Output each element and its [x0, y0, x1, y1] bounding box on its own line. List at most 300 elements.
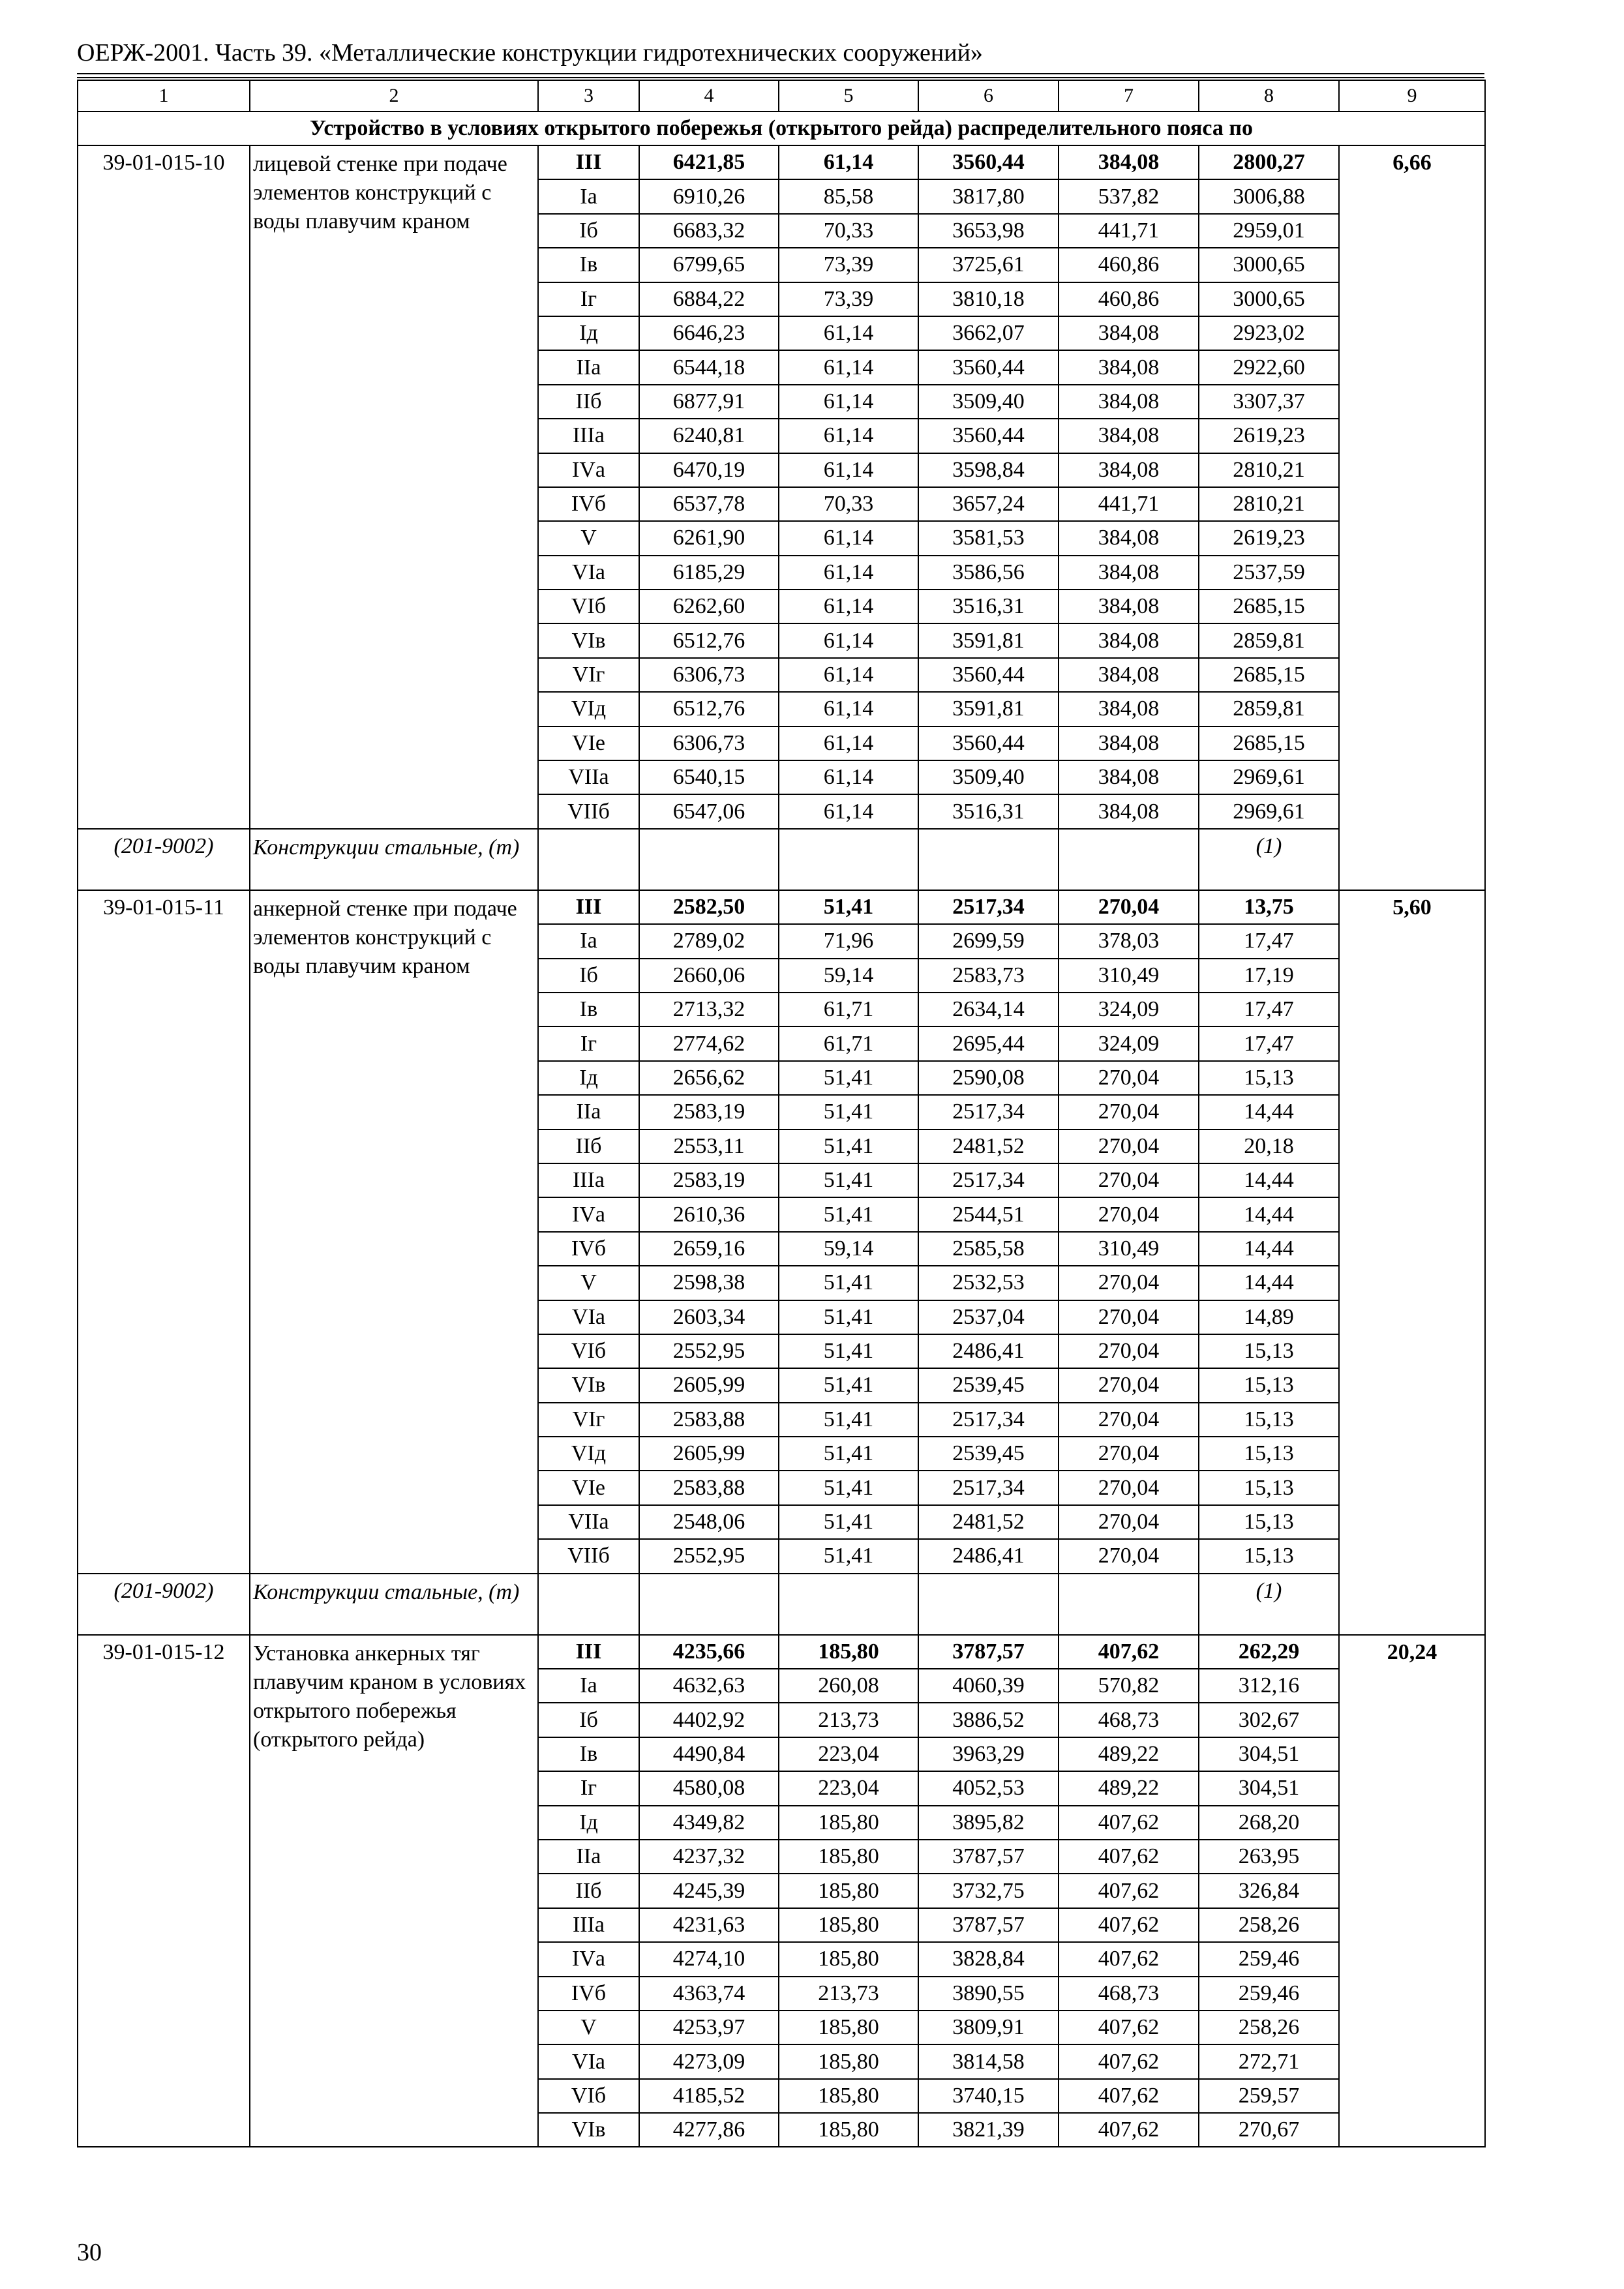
table-cell: 384,08: [1059, 658, 1199, 692]
table-cell: 73,39: [779, 282, 918, 316]
table-cell: 3591,81: [918, 623, 1059, 657]
table-cell: 17,47: [1199, 993, 1339, 1026]
table-cell: 61,14: [779, 794, 918, 828]
table-cell: 2517,34: [918, 1095, 1059, 1129]
table-cell: 260,08: [779, 1669, 918, 1703]
table-cell: 2583,88: [639, 1471, 779, 1504]
empty-cell: [538, 829, 639, 890]
material-name-cell: [250, 829, 538, 890]
column-number: 8: [1199, 80, 1339, 112]
table-cell: 3560,44: [918, 419, 1059, 453]
empty-cell: [639, 829, 779, 890]
table-cell: IVа: [538, 1942, 639, 1976]
table-cell: 4245,39: [639, 1874, 779, 1908]
table-cell: 270,04: [1059, 1539, 1199, 1573]
table-cell: 61,14: [779, 760, 918, 794]
empty-cell: [779, 829, 918, 890]
table-cell: 570,82: [1059, 1669, 1199, 1703]
table-cell: V: [538, 2011, 639, 2044]
table-cell: Iд: [538, 1061, 639, 1095]
table-cell: 3509,40: [918, 760, 1059, 794]
table-cell: 51,41: [779, 1539, 918, 1573]
table-cell: VIб: [538, 2079, 639, 2113]
table-cell: 2619,23: [1199, 521, 1339, 555]
table-cell: 263,95: [1199, 1840, 1339, 1874]
table-cell: 185,80: [779, 1908, 918, 1942]
material-name: Конструкции стальные, (т): [253, 835, 520, 860]
table-cell: 468,73: [1059, 1977, 1199, 2011]
table-cell: Iв: [538, 1737, 639, 1771]
rates-table: [77, 80, 1486, 2147]
table-cell: 489,22: [1059, 1737, 1199, 1771]
table-cell: 14,44: [1199, 1232, 1339, 1266]
table-cell: 3000,65: [1199, 248, 1339, 282]
table-cell: 4231,63: [639, 1908, 779, 1942]
table-cell: 2548,06: [639, 1505, 779, 1539]
material-qty-cell: [1199, 829, 1339, 890]
table-cell: 2486,41: [918, 1539, 1059, 1573]
table-cell: 384,08: [1059, 350, 1199, 384]
table-cell: 6185,29: [639, 556, 779, 590]
table-cell: 2481,52: [918, 1505, 1059, 1539]
table-cell: 2582,50: [639, 890, 779, 924]
material-qty: (1): [1256, 833, 1282, 858]
table-cell: 14,44: [1199, 1266, 1339, 1300]
table-cell: 4052,53: [918, 1771, 1059, 1805]
table-cell: 6262,60: [639, 590, 779, 623]
labor-cost-value: 20,24: [1339, 1635, 1485, 2147]
table-cell: 20,18: [1199, 1130, 1339, 1163]
labor-cost-value: 5,60: [1339, 890, 1485, 1635]
rate-description: Установка анкерных тяг плавучим краном в условиях открытого побережья (открытого рейда): [250, 1635, 538, 2147]
table-cell: VIIб: [538, 794, 639, 828]
table-cell: 2969,61: [1199, 794, 1339, 828]
table-cell: 4632,63: [639, 1669, 779, 1703]
table-cell: 3821,39: [918, 2113, 1059, 2147]
table-cell: VIг: [538, 658, 639, 692]
table-cell: 310,49: [1059, 1232, 1199, 1266]
table-cell: IVб: [538, 487, 639, 521]
table-cell: 6512,76: [639, 692, 779, 726]
table-cell: 3591,81: [918, 692, 1059, 726]
table-cell: 3586,56: [918, 556, 1059, 590]
table-cell: 213,73: [779, 1977, 918, 2011]
table-cell: 384,08: [1059, 692, 1199, 726]
table-cell: 2634,14: [918, 993, 1059, 1026]
table-cell: 2539,45: [918, 1437, 1059, 1471]
table-cell: 6240,81: [639, 419, 779, 453]
table-cell: 270,04: [1059, 890, 1199, 924]
table-cell: 2810,21: [1199, 487, 1339, 521]
table-cell: 441,71: [1059, 487, 1199, 521]
table-cell: 3657,24: [918, 487, 1059, 521]
rate-code: 39-01-015-11: [78, 890, 250, 1574]
table-cell: 2800,27: [1199, 145, 1339, 179]
table-cell: 3509,40: [918, 385, 1059, 419]
table-cell: VIд: [538, 1437, 639, 1471]
table-cell: VIв: [538, 1368, 639, 1402]
table-cell: Iв: [538, 248, 639, 282]
table-cell: VIIа: [538, 1505, 639, 1539]
table-cell: 2605,99: [639, 1437, 779, 1471]
table-cell: 15,13: [1199, 1334, 1339, 1368]
table-cell: 14,44: [1199, 1163, 1339, 1197]
table-cell: 17,19: [1199, 959, 1339, 993]
table-cell: 2699,59: [918, 924, 1059, 958]
column-number: 9: [1339, 80, 1485, 112]
table-cell: 3560,44: [918, 658, 1059, 692]
table-cell: 258,26: [1199, 2011, 1339, 2044]
table-cell: IIб: [538, 385, 639, 419]
table-cell: 384,08: [1059, 385, 1199, 419]
table-cell: 2517,34: [918, 1403, 1059, 1437]
table-cell: VIб: [538, 1334, 639, 1368]
page-header-title: ОЕРЖ-2001. Часть 39. «Металлические конструкции гидротехнических сооружений»: [77, 39, 983, 67]
table-cell: 2517,34: [918, 890, 1059, 924]
table-cell: 2481,52: [918, 1130, 1059, 1163]
table-cell: 6547,06: [639, 794, 779, 828]
table-cell: 407,62: [1059, 2113, 1199, 2147]
table-cell: 2695,44: [918, 1026, 1059, 1060]
table-cell: 2583,88: [639, 1403, 779, 1437]
table-cell: VIб: [538, 590, 639, 623]
table-cell: 407,62: [1059, 2079, 1199, 2113]
table-cell: 2922,60: [1199, 350, 1339, 384]
table-cell: 51,41: [779, 1300, 918, 1334]
table-cell: 3809,91: [918, 2011, 1059, 2044]
table-cell: 4402,92: [639, 1703, 779, 1737]
table-cell: 2605,99: [639, 1368, 779, 1402]
table-cell: 270,04: [1059, 1368, 1199, 1402]
table-cell: IIб: [538, 1130, 639, 1163]
rate-description: лицевой стенке при подаче элементов конструкций с воды плавучим краном: [250, 145, 538, 829]
column-number: 3: [538, 80, 639, 112]
table-cell: 61,14: [779, 385, 918, 419]
table-cell: 6261,90: [639, 521, 779, 555]
table-cell: 6512,76: [639, 623, 779, 657]
table-cell: Iд: [538, 316, 639, 350]
table-cell: 6683,32: [639, 214, 779, 248]
table-cell: VIе: [538, 1471, 639, 1504]
table-row: [78, 1635, 1485, 1669]
table-cell: IIа: [538, 1095, 639, 1129]
table-cell: 2585,58: [918, 1232, 1059, 1266]
table-cell: 407,62: [1059, 1635, 1199, 1669]
table-cell: 384,08: [1059, 556, 1199, 590]
table-cell: 6540,15: [639, 760, 779, 794]
material-qty-cell: [1199, 1574, 1339, 1635]
table-cell: 2810,21: [1199, 453, 1339, 487]
empty-cell: [918, 829, 1059, 890]
table-cell: 6646,23: [639, 316, 779, 350]
table-cell: 61,14: [779, 556, 918, 590]
table-row: [78, 890, 1485, 924]
column-number: 5: [779, 80, 918, 112]
table-cell: 3740,15: [918, 2079, 1059, 2113]
table-cell: 71,96: [779, 924, 918, 958]
table-cell: 3814,58: [918, 2044, 1059, 2078]
table-cell: Iб: [538, 214, 639, 248]
table-cell: IIа: [538, 1840, 639, 1874]
table-cell: 15,13: [1199, 1539, 1339, 1573]
table-cell: 185,80: [779, 1874, 918, 1908]
table-cell: 2619,23: [1199, 419, 1339, 453]
table-cell: 2603,34: [639, 1300, 779, 1334]
table-cell: 3598,84: [918, 453, 1059, 487]
table-cell: 14,44: [1199, 1095, 1339, 1129]
table-cell: 51,41: [779, 1197, 918, 1231]
table-cell: 384,08: [1059, 726, 1199, 760]
labor-cost-value: 6,66: [1339, 145, 1485, 890]
table-cell: 460,86: [1059, 282, 1199, 316]
empty-cell: [918, 1574, 1059, 1635]
table-cell: 262,29: [1199, 1635, 1339, 1669]
table-cell: 384,08: [1059, 521, 1199, 555]
table-cell: 2923,02: [1199, 316, 1339, 350]
table-cell: 3006,88: [1199, 179, 1339, 213]
table-cell: 270,04: [1059, 1095, 1199, 1129]
table-cell: 270,04: [1059, 1403, 1199, 1437]
table-cell: 2552,95: [639, 1334, 779, 1368]
table-cell: IVа: [538, 453, 639, 487]
table-cell: 270,04: [1059, 1266, 1199, 1300]
table-cell: Iа: [538, 1669, 639, 1703]
table-cell: 185,80: [779, 2079, 918, 2113]
table-cell: 61,14: [779, 521, 918, 555]
table-cell: 51,41: [779, 1403, 918, 1437]
table-cell: 2774,62: [639, 1026, 779, 1060]
table-cell: 2583,73: [918, 959, 1059, 993]
table-cell: 2517,34: [918, 1163, 1059, 1197]
rate-code: 39-01-015-12: [78, 1635, 250, 2147]
table-cell: 2583,19: [639, 1163, 779, 1197]
table-cell: 61,71: [779, 1026, 918, 1060]
material-code-cell: [78, 1574, 250, 1635]
table-cell: 2552,95: [639, 1539, 779, 1573]
material-code: (201-9002): [113, 1578, 214, 1603]
table-cell: 2660,06: [639, 959, 779, 993]
table-cell: 70,33: [779, 487, 918, 521]
table-cell: VIе: [538, 726, 639, 760]
table-cell: 407,62: [1059, 2011, 1199, 2044]
table-cell: 15,13: [1199, 1403, 1339, 1437]
table-cell: 223,04: [779, 1737, 918, 1771]
table-cell: IIб: [538, 1874, 639, 1908]
table-cell: Iг: [538, 282, 639, 316]
table-cell: 14,89: [1199, 1300, 1339, 1334]
table-cell: 302,67: [1199, 1703, 1339, 1737]
table-cell: Iг: [538, 1771, 639, 1805]
table-cell: VIа: [538, 1300, 639, 1334]
table-cell: 51,41: [779, 1471, 918, 1504]
table-cell: 61,14: [779, 623, 918, 657]
table-cell: 270,04: [1059, 1505, 1199, 1539]
table-cell: 270,04: [1059, 1061, 1199, 1095]
table-cell: 3810,18: [918, 282, 1059, 316]
table-cell: 2969,61: [1199, 760, 1339, 794]
table-cell: 384,08: [1059, 316, 1199, 350]
table-cell: 185,80: [779, 2044, 918, 2078]
table-cell: 270,04: [1059, 1437, 1199, 1471]
table-cell: 17,47: [1199, 924, 1339, 958]
table-cell: 312,16: [1199, 1669, 1339, 1703]
table-cell: 2685,15: [1199, 590, 1339, 623]
table-cell: 61,14: [779, 316, 918, 350]
empty-cell: [1059, 1574, 1199, 1635]
rate-code: 39-01-015-10: [78, 145, 250, 829]
table-cell: 51,41: [779, 1437, 918, 1471]
table-cell: V: [538, 521, 639, 555]
table-cell: 384,08: [1059, 623, 1199, 657]
table-cell: 185,80: [779, 1840, 918, 1874]
header-rule: [77, 77, 1484, 78]
table-cell: VIв: [538, 2113, 639, 2147]
table-cell: 2789,02: [639, 924, 779, 958]
table-cell: 537,82: [1059, 179, 1199, 213]
table-cell: 272,71: [1199, 2044, 1339, 2078]
table-cell: IIIа: [538, 1908, 639, 1942]
table-cell: 6799,65: [639, 248, 779, 282]
table-cell: 3886,52: [918, 1703, 1059, 1737]
table-cell: IVб: [538, 1232, 639, 1266]
page-number: 30: [77, 2239, 102, 2266]
table-cell: 2959,01: [1199, 214, 1339, 248]
table-cell: VIIа: [538, 760, 639, 794]
table-cell: 3963,29: [918, 1737, 1059, 1771]
table-cell: 51,41: [779, 890, 918, 924]
table-cell: 489,22: [1059, 1771, 1199, 1805]
column-number: 7: [1059, 80, 1199, 112]
table-cell: 384,08: [1059, 760, 1199, 794]
material-qty: (1): [1256, 1578, 1282, 1603]
material-row: [78, 829, 1485, 890]
table-cell: 4490,84: [639, 1737, 779, 1771]
table-cell: 407,62: [1059, 1840, 1199, 1874]
table-cell: 15,13: [1199, 1505, 1339, 1539]
table-cell: 3828,84: [918, 1942, 1059, 1976]
table-cell: 304,51: [1199, 1771, 1339, 1805]
table-cell: 51,41: [779, 1505, 918, 1539]
table-cell: 2553,11: [639, 1130, 779, 1163]
table-cell: 310,49: [1059, 959, 1199, 993]
table-cell: 2656,62: [639, 1061, 779, 1095]
column-number: 4: [639, 80, 779, 112]
material-code-cell: [78, 829, 250, 890]
table-cell: 2583,19: [639, 1095, 779, 1129]
table-cell: 3817,80: [918, 179, 1059, 213]
table-cell: 2685,15: [1199, 658, 1339, 692]
table-cell: 4349,82: [639, 1806, 779, 1840]
table-cell: 441,71: [1059, 214, 1199, 248]
table-cell: IIа: [538, 350, 639, 384]
table-cell: 3787,57: [918, 1635, 1059, 1669]
material-row: [78, 1574, 1485, 1635]
table-cell: IIIа: [538, 1163, 639, 1197]
table-cell: 59,14: [779, 959, 918, 993]
table-cell: 4273,09: [639, 2044, 779, 2078]
table-cell: 2539,45: [918, 1368, 1059, 1402]
table-cell: 304,51: [1199, 1737, 1339, 1771]
table-cell: 61,14: [779, 692, 918, 726]
table-cell: 51,41: [779, 1368, 918, 1402]
table-cell: 61,14: [779, 145, 918, 179]
table-cell: 61,14: [779, 350, 918, 384]
table-cell: 51,41: [779, 1266, 918, 1300]
table-cell: 270,04: [1059, 1130, 1199, 1163]
table-cell: 70,33: [779, 214, 918, 248]
table-cell: VIд: [538, 692, 639, 726]
table-cell: VIа: [538, 2044, 639, 2078]
table-cell: 3890,55: [918, 1977, 1059, 2011]
table-cell: 3895,82: [918, 1806, 1059, 1840]
table-cell: 4235,66: [639, 1635, 779, 1669]
table-cell: 2590,08: [918, 1061, 1059, 1095]
table-cell: 3560,44: [918, 145, 1059, 179]
table-cell: IIIа: [538, 419, 639, 453]
table-cell: 4580,08: [639, 1771, 779, 1805]
table-cell: 4185,52: [639, 2079, 779, 2113]
table-cell: 61,14: [779, 453, 918, 487]
table-cell: 407,62: [1059, 1874, 1199, 1908]
table-cell: 6421,85: [639, 145, 779, 179]
table-cell: 270,04: [1059, 1334, 1199, 1368]
table-cell: 3000,65: [1199, 282, 1339, 316]
table-cell: 3516,31: [918, 794, 1059, 828]
table-cell: VIа: [538, 556, 639, 590]
column-number: 6: [918, 80, 1059, 112]
column-number-row: [78, 80, 1485, 112]
table-cell: 378,03: [1059, 924, 1199, 958]
table-cell: 4253,97: [639, 2011, 779, 2044]
table-cell: 384,08: [1059, 453, 1199, 487]
table-cell: 3516,31: [918, 590, 1059, 623]
table-cell: 270,04: [1059, 1471, 1199, 1504]
table-cell: 3662,07: [918, 316, 1059, 350]
empty-cell: [538, 1574, 639, 1635]
header-rule: [77, 73, 1484, 74]
table-cell: 2713,32: [639, 993, 779, 1026]
table-cell: 2598,38: [639, 1266, 779, 1300]
table-cell: 2486,41: [918, 1334, 1059, 1368]
empty-cell: [779, 1574, 918, 1635]
table-cell: 4363,74: [639, 1977, 779, 2011]
table-cell: 73,39: [779, 248, 918, 282]
table-cell: 185,80: [779, 2113, 918, 2147]
table-cell: 407,62: [1059, 2044, 1199, 2078]
table-cell: 51,41: [779, 1130, 918, 1163]
table-cell: 3732,75: [918, 1874, 1059, 1908]
empty-cell: [1059, 829, 1199, 890]
table-cell: 270,67: [1199, 2113, 1339, 2147]
table-cell: 59,14: [779, 1232, 918, 1266]
table-cell: 15,13: [1199, 1437, 1339, 1471]
table-row: [78, 145, 1485, 179]
table-cell: 3725,61: [918, 248, 1059, 282]
empty-cell: [639, 1574, 779, 1635]
section-title-row: [78, 112, 1485, 145]
table-cell: VIг: [538, 1403, 639, 1437]
table-cell: 259,46: [1199, 1977, 1339, 2011]
table-cell: 6306,73: [639, 726, 779, 760]
table-cell: 4277,86: [639, 2113, 779, 2147]
table-cell: 61,71: [779, 993, 918, 1026]
table-cell: III: [538, 1635, 639, 1669]
table-cell: IVб: [538, 1977, 639, 2011]
table-cell: IVа: [538, 1197, 639, 1231]
table-cell: 258,26: [1199, 1908, 1339, 1942]
table-cell: V: [538, 1266, 639, 1300]
table-cell: 185,80: [779, 1942, 918, 1976]
